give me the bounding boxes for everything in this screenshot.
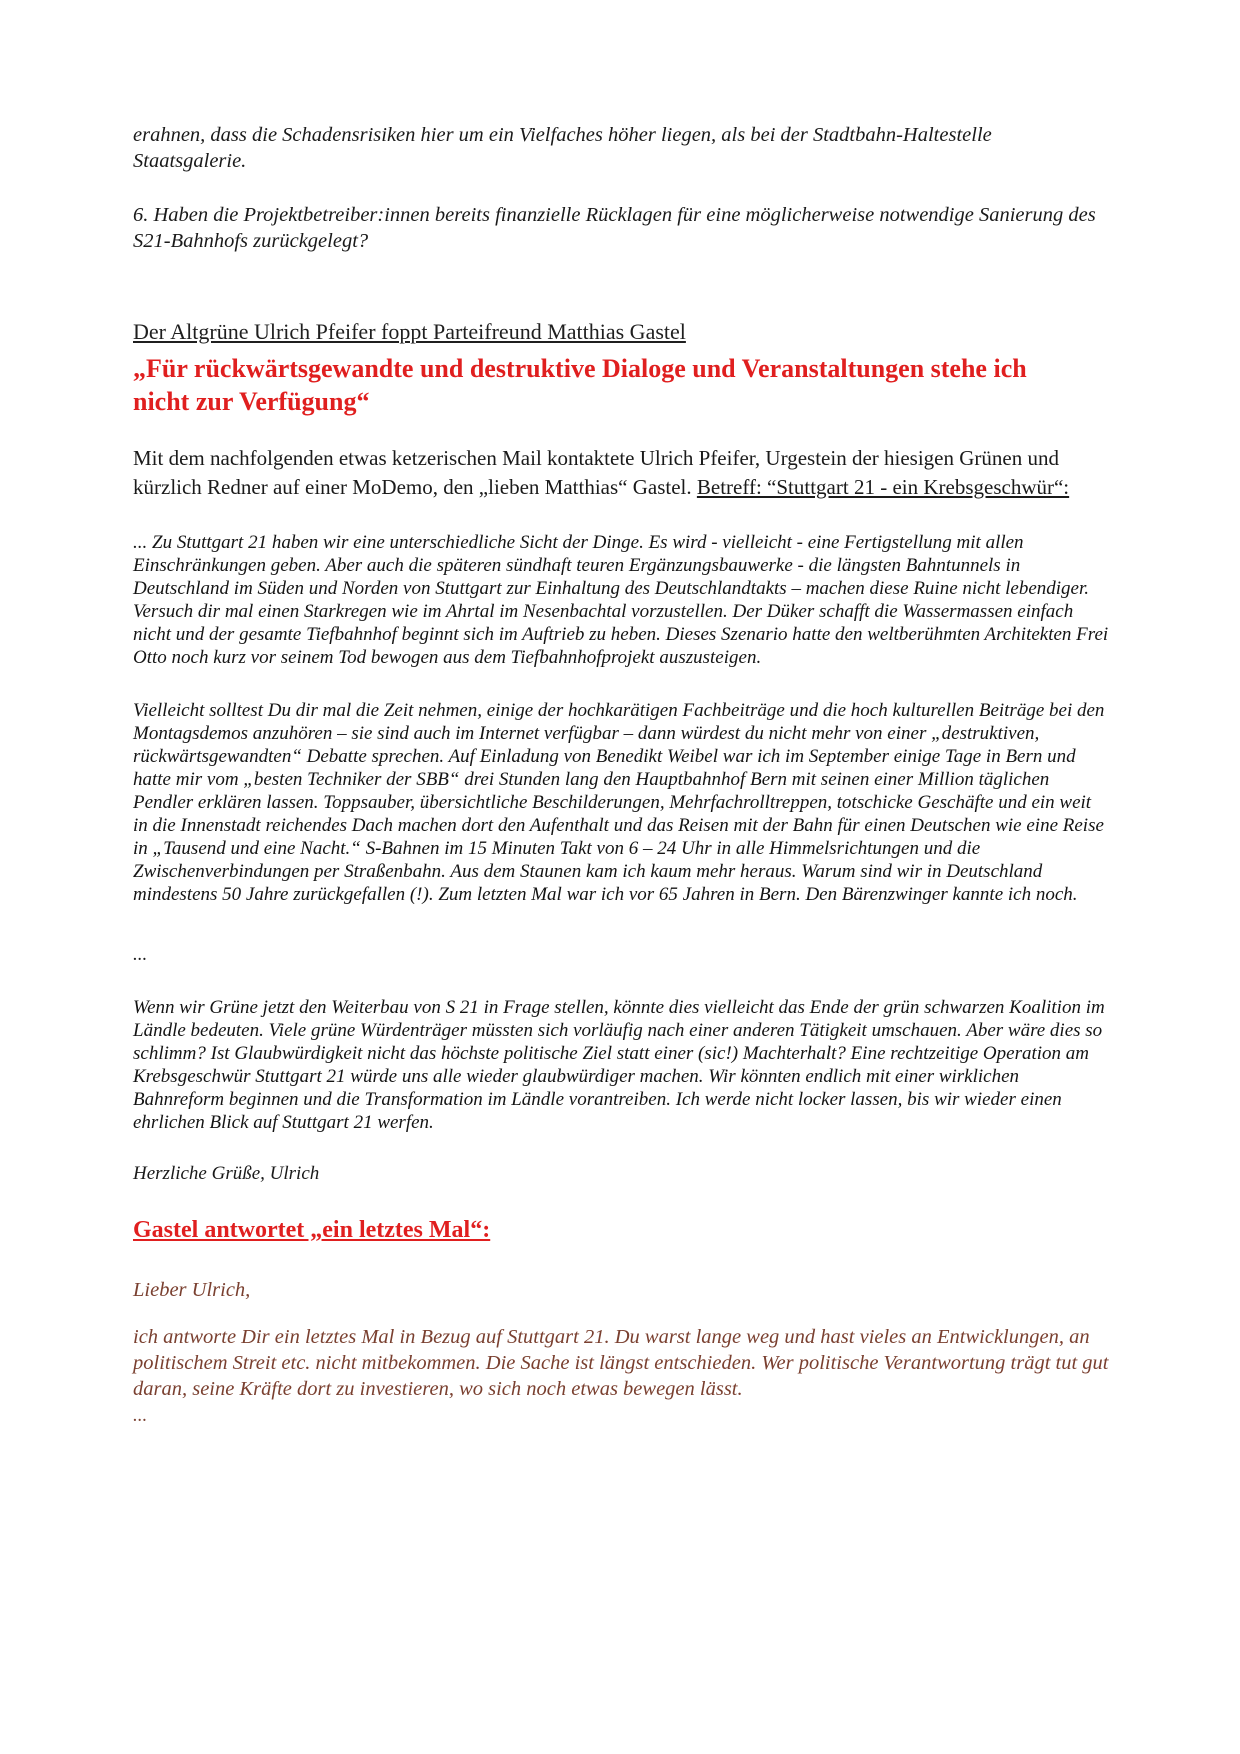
intro-paragraph-risk: erahnen, dass die Schadensrisiken hier um ein Vielfaches höher liegen, als bei der Stadtbahn-Haltestelle Staatsgalerie. (133, 124, 992, 172)
article-kicker: Der Altgrüne Ulrich Pfeifer foppt Parteifreund Matthias Gastel (133, 319, 686, 344)
mail-ellipsis: ... (133, 944, 148, 965)
reply-paragraph-1: ich antworte Dir ein letztes Mal in Bezug auf Stuttgart 21. Du warst lange weg und hast vieles an Entwicklungen, an politischem Streit etc. nicht mitbekommen. Die Sache ist längst entschieden. Wer politische Verantwortung trägt tut gut daran, seine Kräfte dort zu investieren, wo sich noch etwas bewegen lässt. (133, 1326, 1109, 1400)
reply-block (133, 1277, 1110, 1428)
reply-salutation: Lieber Ulrich, (133, 1279, 251, 1301)
reply-ellipsis: ... (133, 1405, 148, 1426)
reply-heading: Gastel antwortet „ein letztes Mal“: (133, 1217, 491, 1243)
intro-paragraph-question-6: 6. Haben die Projektbetreiber:innen bereits finanzielle Rücklagen für eine möglicherweise notwendige Sanierung des S21-Bahnhofs zurückgelegt? (133, 204, 1096, 252)
lead-text: Mit dem nachfolgenden etwas ketzerischen Mail kontaktete Ulrich Pfeifer, Urgestein der hiesigen Grünen und kürzlich Redner auf einer MoDemo, den „lieben Matthias“ Gastel. (133, 446, 1059, 499)
mail-paragraph-2: Vielleicht solltest Du dir mal die Zeit nehmen, einige der hochkarätigen Fachbeiträge und die hoch kulturellen Beiträge bei den Montagsdemos anzuhören – sie sind auch im Internet verfügbar – dann würdest du nicht mehr von einer „destruktiven, rückwärtsgewandten“ Debatte sprechen. Auf Einladung von Benedikt Weibel war ich im September einige Tage in Bern und hatte mir vom „besten Techniker der SBB“ drei Stunden lang den Hauptbahnhof Bern mit seinen einer Million täglichen Pendler erklären lassen. Toppsauber, übersichtliche Beschilderungen, Mehrfachrolltreppen, totschicke Geschäfte und ein weit in die Innenstadt reichendes Dach machen dort den Aufenthalt und das Reisen mit der Bahn für einen Deutschen wie eine Reise in „Tausend und eine Nacht.“ S-Bahnen im 15 Minuten Takt von 6 – 24 Uhr in alle Himmelsrichtungen und die Zwischenverbindungen per Straßenbahn. Aus dem Staunen kam ich kaum mehr heraus. Warum sind wir in Deutschland mindestens 50 Jahre zurückgefallen (!). Zum letzten Mal war ich vor 65 Jahren in Bern. Den Bärenzwinger kannte ich noch. (133, 700, 1105, 905)
article-headline: „Für rückwärtsgewandte und destruktive Dialoge und Veranstaltungen stehe ich nicht zur Verfügung“ (133, 354, 1027, 416)
mail-paragraph-3: Wenn wir Grüne jetzt den Weiterbau von S 21 in Frage stellen, könnte dies vielleicht das Ende der grün schwarzen Koalition im Ländle bedeuten. Viele grüne Würdenträger müssten sich vorläufig nach einer anderen Tätigkeit umschauen. Aber wäre dies so schlimm? Ist Glaubwürdigkeit nicht das höchste politische Ziel statt einer (sic!) Machterhalt? Eine rechtzeitige Operation am Krebsgeschwür Stuttgart 21 würde uns alle wieder glaubwürdiger machen. Wir könnten endlich mit einer wirklichen Bahnreform beginnen und die Transformation im Ländle vorantreiben. Ich werde nicht locker lassen, bis wir wieder einen ehrlichen Blick auf Stuttgart 21 werfen. (133, 997, 1105, 1133)
article-lead-paragraph (133, 444, 1110, 501)
quoted-mail-block (133, 531, 1110, 1185)
mail-paragraph-1: ... Zu Stuttgart 21 haben wir eine unterschiedliche Sicht der Dinge. Es wird - vielleicht - eine Fertigstellung mit allen Einschränkungen geben. Aber auch die späteren sündhaft teuren Ergänzungsbauwerke - die längsten Bahntunnels in Deutschland im Süden und Norden von Stuttgart zur Einhaltung des Deutschlandtakts – machen diese Ruine nicht lebendiger. Versuch dir mal einen Starkregen wie im Ahrtal im Nesenbachtal vorzustellen. Der Düker schafft die Wassermassen einfach nicht und der gesamte Tiefbahnhof beginnt sich im Auftrieb zu heben. Dieses Szenario hatte den weltberühmten Architekten Frei Otto noch kurz vor seinem Tod bewogen aus dem Tiefbahnhofprojekt auszusteigen. (133, 532, 1109, 668)
mail-signoff: Herzliche Grüße, Ulrich (133, 1163, 320, 1184)
mail-subject-line: Betreff: “Stuttgart 21 - ein Krebsgeschwür“: (696, 474, 1070, 499)
